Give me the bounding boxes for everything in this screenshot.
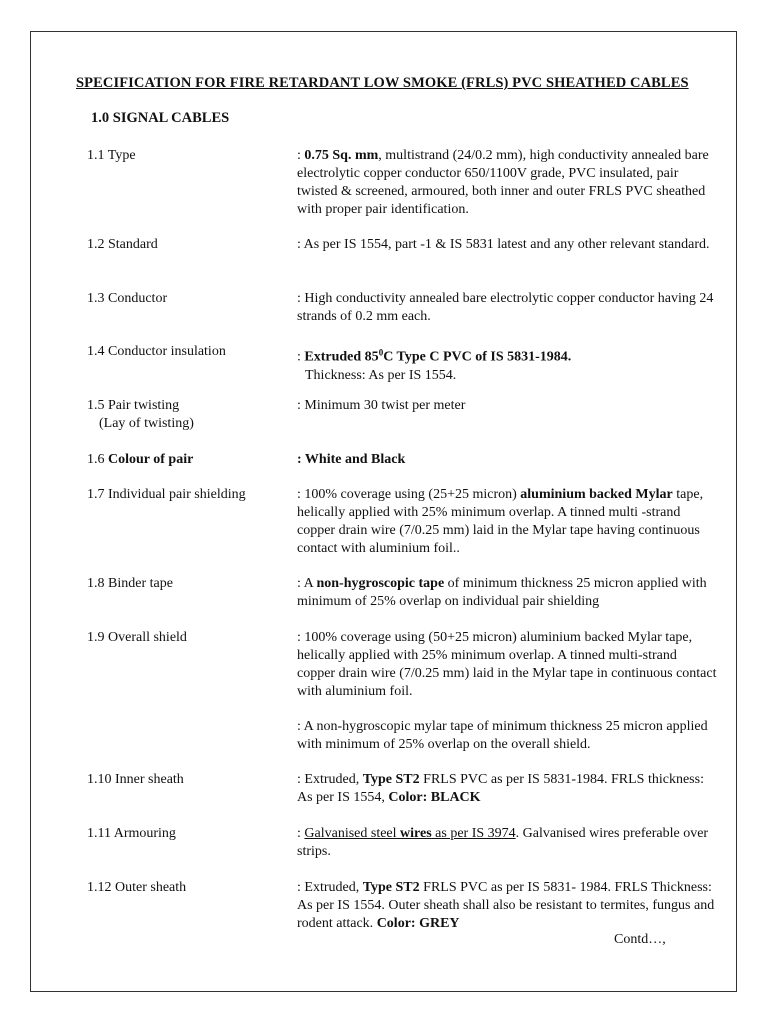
item-value-inner-sheath: : Extruded, Type ST2 FRLS PVC as per IS 5831-1984. FRLS thickness: As per IS 1554, Color: BLACK: [297, 772, 704, 805]
item-label-individual-pair-shielding: 1.7 Individual pair shielding: [87, 487, 246, 502]
item-label-conductor-insulation: 1.4 Conductor insulation: [87, 344, 226, 359]
item-value-armouring: : Galvanised steel wires as per IS 3974. Galvanised wires preferable over strips.: [297, 826, 709, 859]
item-value-outer-sheath: : Extruded, Type ST2 FRLS PVC as per IS 5831- 1984. FRLS Thickness: As per IS 1554. Outer sheath shall also be resistant to termites, fungus and rodent attack. Color: GREY: [297, 880, 715, 931]
item-label-binder-tape: 1.8 Binder tape: [87, 576, 173, 591]
section-heading: 1.0 SIGNAL CABLES: [91, 110, 230, 126]
item-label-type: 1.1 Type: [87, 148, 136, 163]
item-value-standard: : As per IS 1554, part -1 & IS 5831 latest and any other relevant standard.: [297, 237, 710, 252]
item-label-pair-twisting: 1.5 Pair twisting (Lay of twisting): [87, 398, 194, 431]
item-value-type: : 0.75 Sq. mm, multistrand (24/0.2 mm), high conductivity annealed bare electrolytic copper conductor 650/1100V grade, PVC insulated, pair twisted & screened, armoured, both inner and outer FRLS PVC sheathed with proper pair identification.: [297, 148, 709, 217]
item-value-individual-pair-shielding: : 100% coverage using (25+25 micron) aluminium backed Mylar tape, helically applied with 25% minimum overlap. A tinned multi -strand copper drain wire (7/0.25 mm) laid in the Mylar tape having continuous contact with aluminium foil..: [297, 487, 704, 556]
item-label-inner-sheath: 1.10 Inner sheath: [87, 772, 184, 787]
item-value-pair-twisting: : Minimum 30 twist per meter: [297, 398, 466, 413]
item-label-standard: 1.2 Standard: [87, 237, 158, 252]
item-value-conductor-insulation: : Extruded $85^0C$ Type C PVC of IS 5831-1984. Thickness: As per IS 1554.: [297, 347, 572, 383]
item-value-binder-tape: : A non-hygroscopic tape of minimum thickness 25 micron applied with minimum of 25% overlap on individual pair shielding: [297, 576, 707, 609]
document-title: SPECIFICATION FOR FIRE RETARDANT LOW SMOKE (FRLS) PVC SHEATHED CABLES: [76, 75, 689, 91]
item-value-overall-shield-mylar: : A non-hygroscopic mylar tape of minimum thickness 25 micron applied with minimum of 25% overlap on the overall shield.: [297, 719, 708, 752]
item-value-colour-of-pair: : White and Black: [297, 452, 406, 467]
item-label-conductor: 1.3 Conductor: [87, 291, 168, 306]
item-value-overall-shield: : 100% coverage using (50+25 micron) aluminium backed Mylar tape, helically applied with 25% minimum overlap. A tinned multi-strand copper drain wire (7/0.25 mm) laid in the Mylar tape in continuous contact with aluminium foil.: [297, 630, 717, 699]
continued-note: Contd…,: [614, 932, 666, 947]
item-value-conductor: : High conductivity annealed bare electrolytic copper conductor having 24 strands of 0.2 mm each.: [297, 291, 714, 324]
item-label-colour-of-pair: 1.6 Colour of pair: [87, 452, 194, 467]
item-label-overall-shield: 1.9 Overall shield: [87, 630, 187, 645]
item-label-armouring: 1.11 Armouring: [87, 826, 176, 841]
item-label-outer-sheath: 1.12 Outer sheath: [87, 880, 187, 895]
